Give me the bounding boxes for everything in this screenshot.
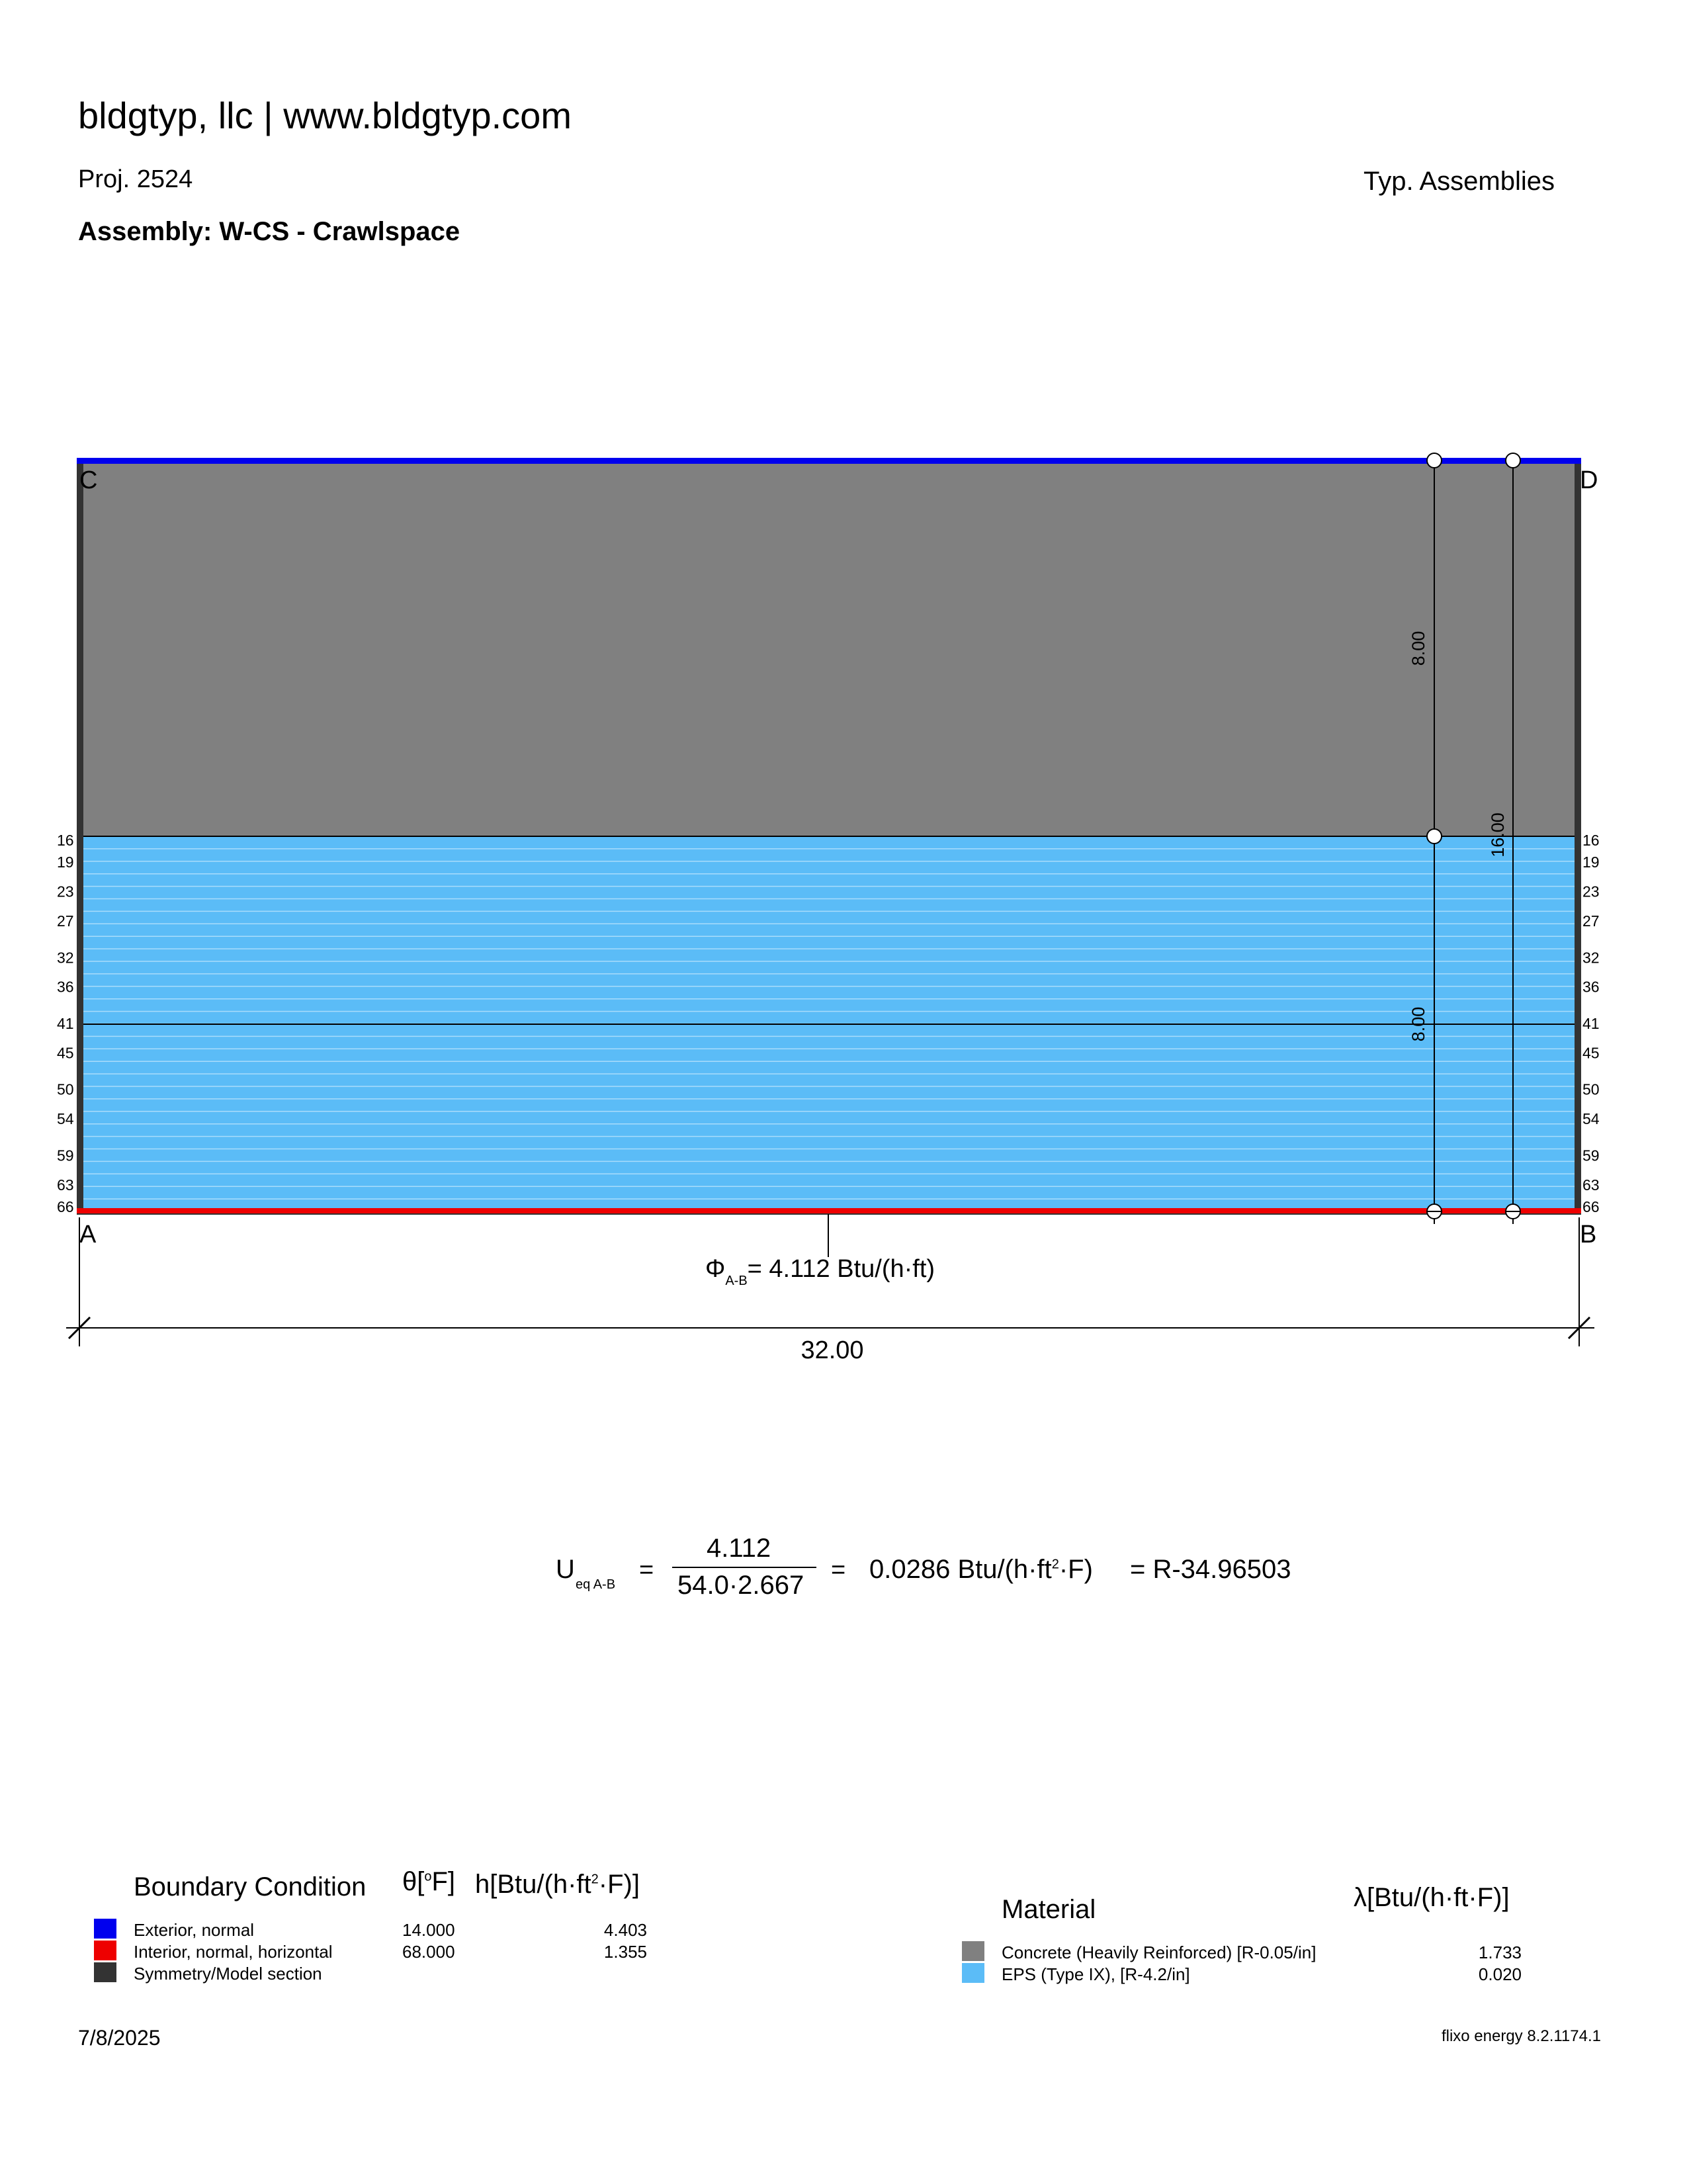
u-result-tail: ·F) [1059, 1555, 1093, 1584]
layer-tick-label: 63 [1582, 1176, 1600, 1194]
dimension-node [1427, 829, 1442, 844]
flux-label [705, 1255, 935, 1288]
corner-a-label: A [79, 1221, 97, 1248]
layer-tick-label: 66 [1582, 1198, 1600, 1215]
layer-tick-label: 54 [1582, 1110, 1600, 1128]
layer-tick-label: 32 [1582, 949, 1600, 967]
h-exponent: 2 [591, 1872, 599, 1887]
layer-tick-label: 23 [57, 883, 74, 900]
date-label: 7/8/2025 [78, 2026, 161, 2050]
equals-sign-2: = [831, 1556, 846, 1584]
width-label: 32.00 [800, 1336, 864, 1364]
corner-b-label: B [1580, 1221, 1597, 1248]
layer-tick-label: 19 [57, 853, 74, 871]
dimension-node [1506, 453, 1520, 468]
layer-tick-label: 19 [1582, 853, 1600, 871]
layer-tick-label: 45 [1582, 1044, 1600, 1062]
lambda-column-header: λ[Btu/(h·ft·F)] [1354, 1883, 1510, 1912]
layer-tick-label: 23 [1582, 883, 1600, 900]
u-result [869, 1555, 1093, 1585]
u-subscript: eq A-B [576, 1577, 616, 1592]
concrete-layer [81, 462, 1577, 836]
total-thickness-label: 16.00 [1488, 812, 1508, 857]
layer-tick-label: 41 [57, 1015, 74, 1032]
numerator: 4.112 [707, 1534, 771, 1563]
interior-boundary [77, 1208, 1581, 1214]
boundary-name: Exterior, normal [134, 1920, 255, 1940]
corner-c-label: C [79, 466, 98, 494]
fraction-bar [672, 1567, 816, 1568]
boundary-legend-title: Boundary Condition [134, 1872, 367, 1901]
boundary-h: 1.355 [603, 1942, 647, 1962]
flux-symbol: Φ [705, 1255, 726, 1283]
eps-thickness-label: 8.00 [1408, 1006, 1428, 1042]
boundary-name: Interior, normal, horizontal [134, 1942, 333, 1962]
layer-tick-label: 16 [1582, 832, 1600, 849]
layer-tick-label: 59 [57, 1147, 74, 1164]
h-tail: ·F)] [598, 1870, 640, 1899]
right-symmetry-edge [1575, 458, 1581, 1213]
layer-tick-label: 59 [1582, 1147, 1600, 1164]
boundary-swatch [94, 1941, 116, 1960]
layer-tick-label: 66 [57, 1198, 74, 1215]
boundary-swatch [94, 1919, 116, 1939]
theta-head: θ[ [402, 1867, 425, 1896]
material-name: Concrete (Heavily Reinforced) [R-0.05/in] [1002, 1943, 1317, 1962]
category-label: Typ. Assemblies [1363, 167, 1555, 196]
layer-tick-label: 41 [1582, 1015, 1600, 1032]
layer-tick-label: 50 [1582, 1080, 1600, 1098]
u-result-exponent: 2 [1051, 1557, 1059, 1572]
u-symbol: U [556, 1555, 575, 1584]
material-lambda: 1.733 [1478, 1943, 1522, 1962]
left-symmetry-edge [77, 458, 83, 1213]
layer-tick-label: 45 [57, 1044, 74, 1062]
h-column-header [475, 1870, 640, 1900]
exterior-boundary [77, 458, 1581, 464]
material-name: EPS (Type IX), [R-4.2/in] [1002, 1964, 1190, 1984]
boundary-theta: 68.000 [402, 1942, 455, 1962]
layer-tick-label: 50 [57, 1080, 74, 1098]
software-label: flixo energy 8.2.1174.1 [1441, 2027, 1601, 2045]
material-legend-title: Material [1002, 1895, 1096, 1924]
u-result-main: 0.0286 Btu/(h·ft [869, 1555, 1052, 1584]
denominator: 54.0·2.667 [677, 1571, 804, 1600]
boundary-h: 4.403 [603, 1920, 647, 1940]
boundary-swatch [94, 1962, 116, 1982]
layer-tick-label: 54 [57, 1110, 74, 1128]
concrete-thickness-label: 8.00 [1408, 631, 1428, 666]
layer-tick-label: 36 [57, 978, 74, 996]
theta-unit: F] [431, 1867, 456, 1896]
layer-ticks-left [57, 832, 74, 1215]
r-value: = R-34.96503 [1130, 1555, 1291, 1584]
theta-degree: o [424, 1869, 432, 1884]
h-head: h[Btu/(h·ft [475, 1870, 591, 1899]
company-header: bldgtyp, llc | www.bldgtyp.com [78, 95, 572, 136]
corner-d-label: D [1580, 466, 1598, 494]
assembly-title: Assembly: W-CS - Crawlspace [78, 217, 460, 246]
material-lambda: 0.020 [1478, 1964, 1522, 1984]
equals-sign-1: = [639, 1556, 654, 1584]
material-swatch [962, 1941, 984, 1961]
boundary-name: Symmetry/Model section [134, 1964, 322, 1984]
theta-column-header [402, 1867, 455, 1897]
project-number: Proj. 2524 [78, 165, 193, 193]
dimension-node [1427, 453, 1442, 468]
layer-tick-label: 16 [57, 832, 74, 849]
flux-value: = 4.112 Btu/(h·ft) [747, 1255, 935, 1283]
layer-tick-label: 27 [1582, 912, 1600, 930]
layer-ticks-right [1582, 832, 1600, 1215]
layer-tick-label: 32 [57, 949, 74, 967]
material-swatch [962, 1963, 984, 1983]
layer-tick-label: 27 [57, 912, 74, 930]
boundary-theta: 14.000 [402, 1920, 455, 1940]
flux-subscript: A-B [725, 1274, 748, 1288]
layer-tick-label: 63 [57, 1176, 74, 1194]
layer-tick-label: 36 [1582, 978, 1600, 996]
